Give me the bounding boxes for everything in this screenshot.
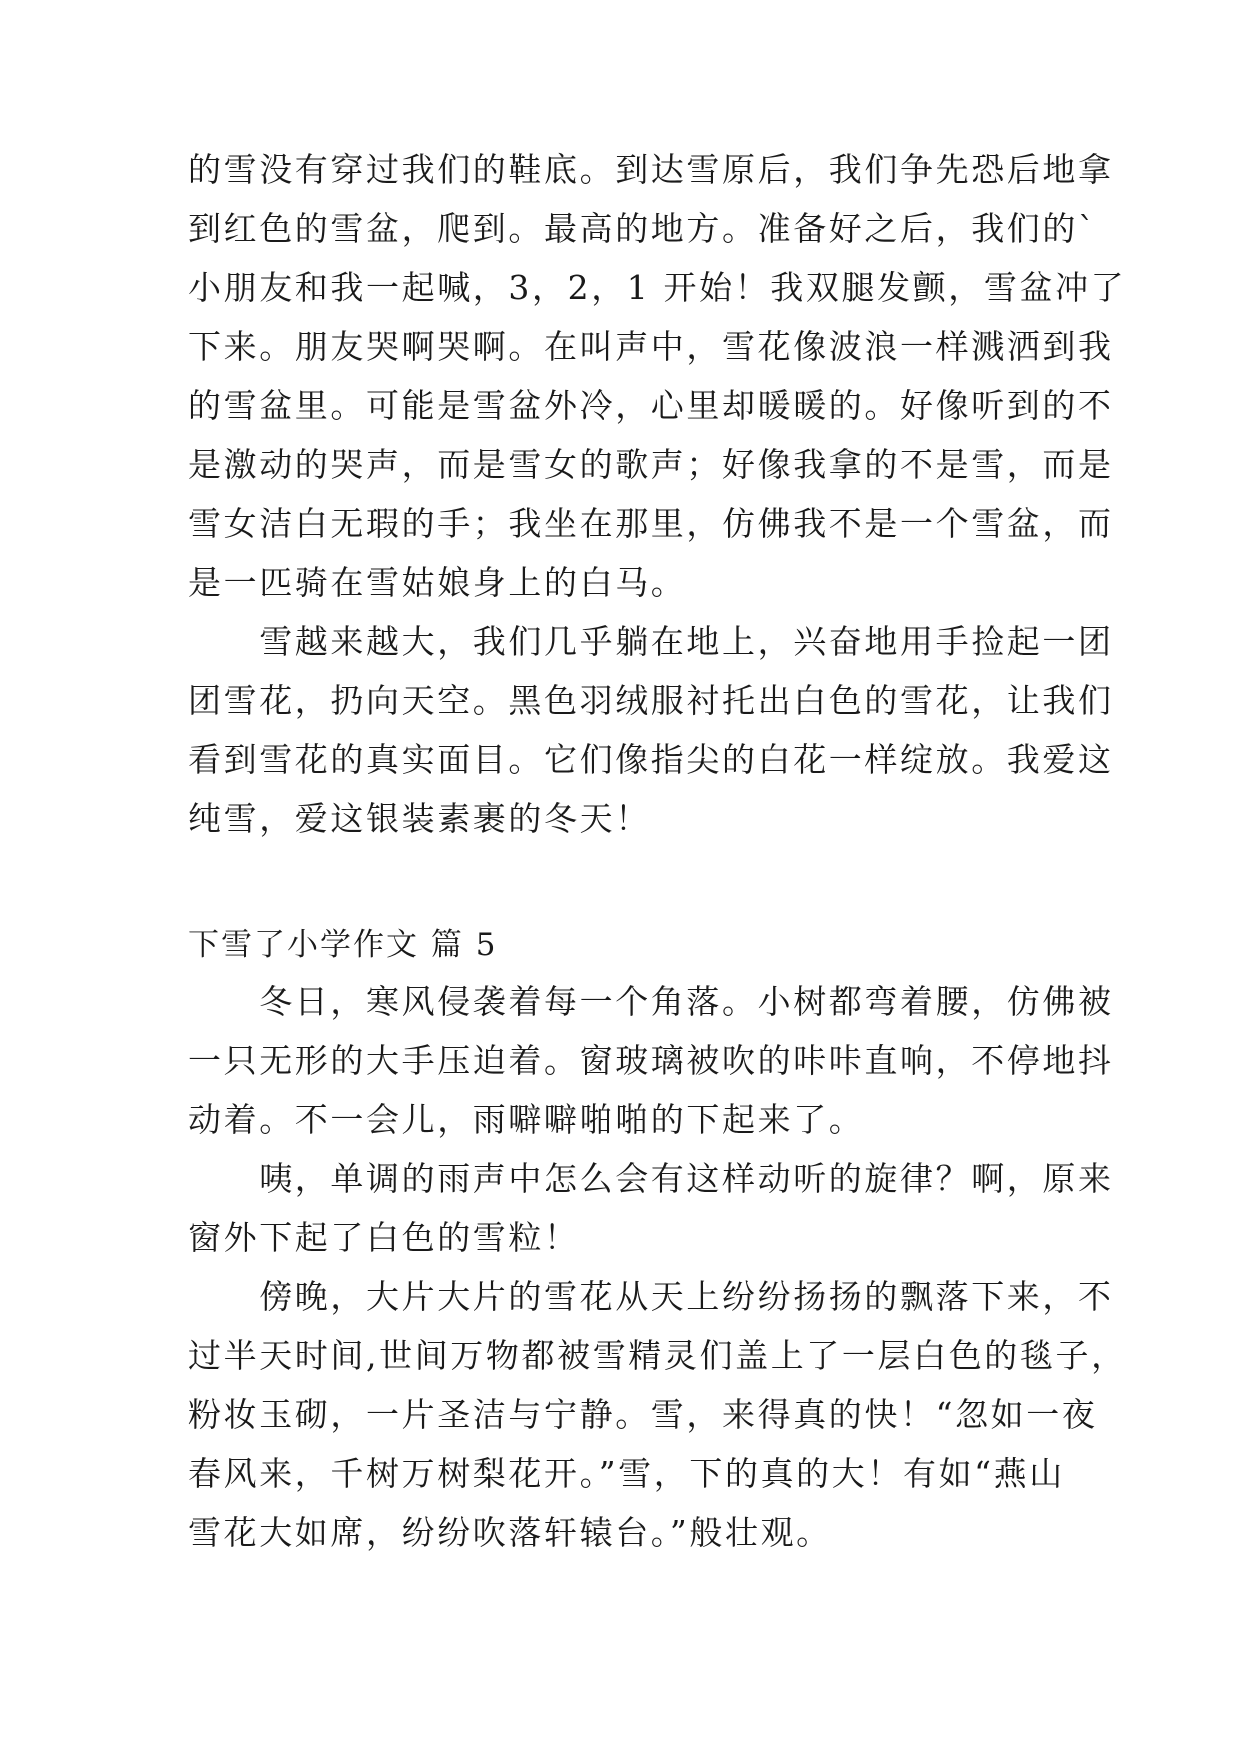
text-line: 到红色的雪盆，爬到。最高的地方。准备好之后，我们的` <box>188 209 1098 248</box>
text-line: 过半天时间,世间万物都被雪精灵们盖上了一层白色的毯子， <box>188 1336 1127 1375</box>
text-line: 粉妆玉砌，一片圣洁与宁静。雪，来得真的快！“忽如一夜 <box>188 1395 1098 1434</box>
text-line: 的雪没有穿过我们的鞋底。到达雪原后，我们争先恐后地拿 <box>188 150 1114 189</box>
text-line: 春风来，千树万树梨花开。”雪，下的真的大！有如“燕山 <box>188 1454 1065 1493</box>
text-line: 冬日，寒风侵袭着每一个角落。小树都弯着腰，仿佛被 <box>188 982 1114 1021</box>
text-line: 咦，单调的雨声中怎么会有这样动听的旋律？啊，原来 <box>188 1159 1114 1198</box>
text-line: 的雪盆里。可能是雪盆外冷，心里却暖暖的。好像听到的不 <box>188 386 1114 425</box>
text-line: 雪越来越大，我们几乎躺在地上，兴奋地用手捡起一团 <box>188 622 1114 661</box>
text-line: 看到雪花的真实面目。它们像指尖的白花一样绽放。我爱这 <box>188 740 1114 779</box>
text-line: 纯雪，爱这银装素裹的冬天！ <box>188 799 651 838</box>
text-line: 小朋友和我一起喊，3，2，1 开始！我双腿发颤，雪盆冲了 <box>188 268 1127 307</box>
text-line: 傍晚，大片大片的雪花从天上纷纷扬扬的飘落下来，不 <box>188 1277 1114 1316</box>
text-line: 是激动的哭声，而是雪女的歌声；好像我拿的不是雪，而是 <box>188 445 1114 484</box>
text-line: 动着。不一会儿，雨噼噼啪啪的下起来了。 <box>188 1100 865 1139</box>
text-line: 是一匹骑在雪姑娘身上的白马。 <box>188 563 687 602</box>
section-heading: 下雪了小学作文 篇 5 <box>188 927 498 963</box>
text-line: 团雪花，扔向天空。黑色羽绒服衬托出白色的雪花，让我们 <box>188 681 1114 720</box>
text-line: 一只无形的大手压迫着。窗玻璃被吹的咔咔直响，不停地抖 <box>188 1041 1114 1080</box>
text-line: 窗外下起了白色的雪粒！ <box>188 1218 580 1257</box>
text-line: 雪花大如席，纷纷吹落轩辕台。”般壮观。 <box>188 1513 832 1552</box>
text-line: 下来。朋友哭啊哭啊。在叫声中，雪花像波浪一样溅洒到我 <box>188 327 1114 366</box>
text-line: 雪女洁白无瑕的手；我坐在那里，仿佛我不是一个雪盆，而 <box>188 504 1114 543</box>
